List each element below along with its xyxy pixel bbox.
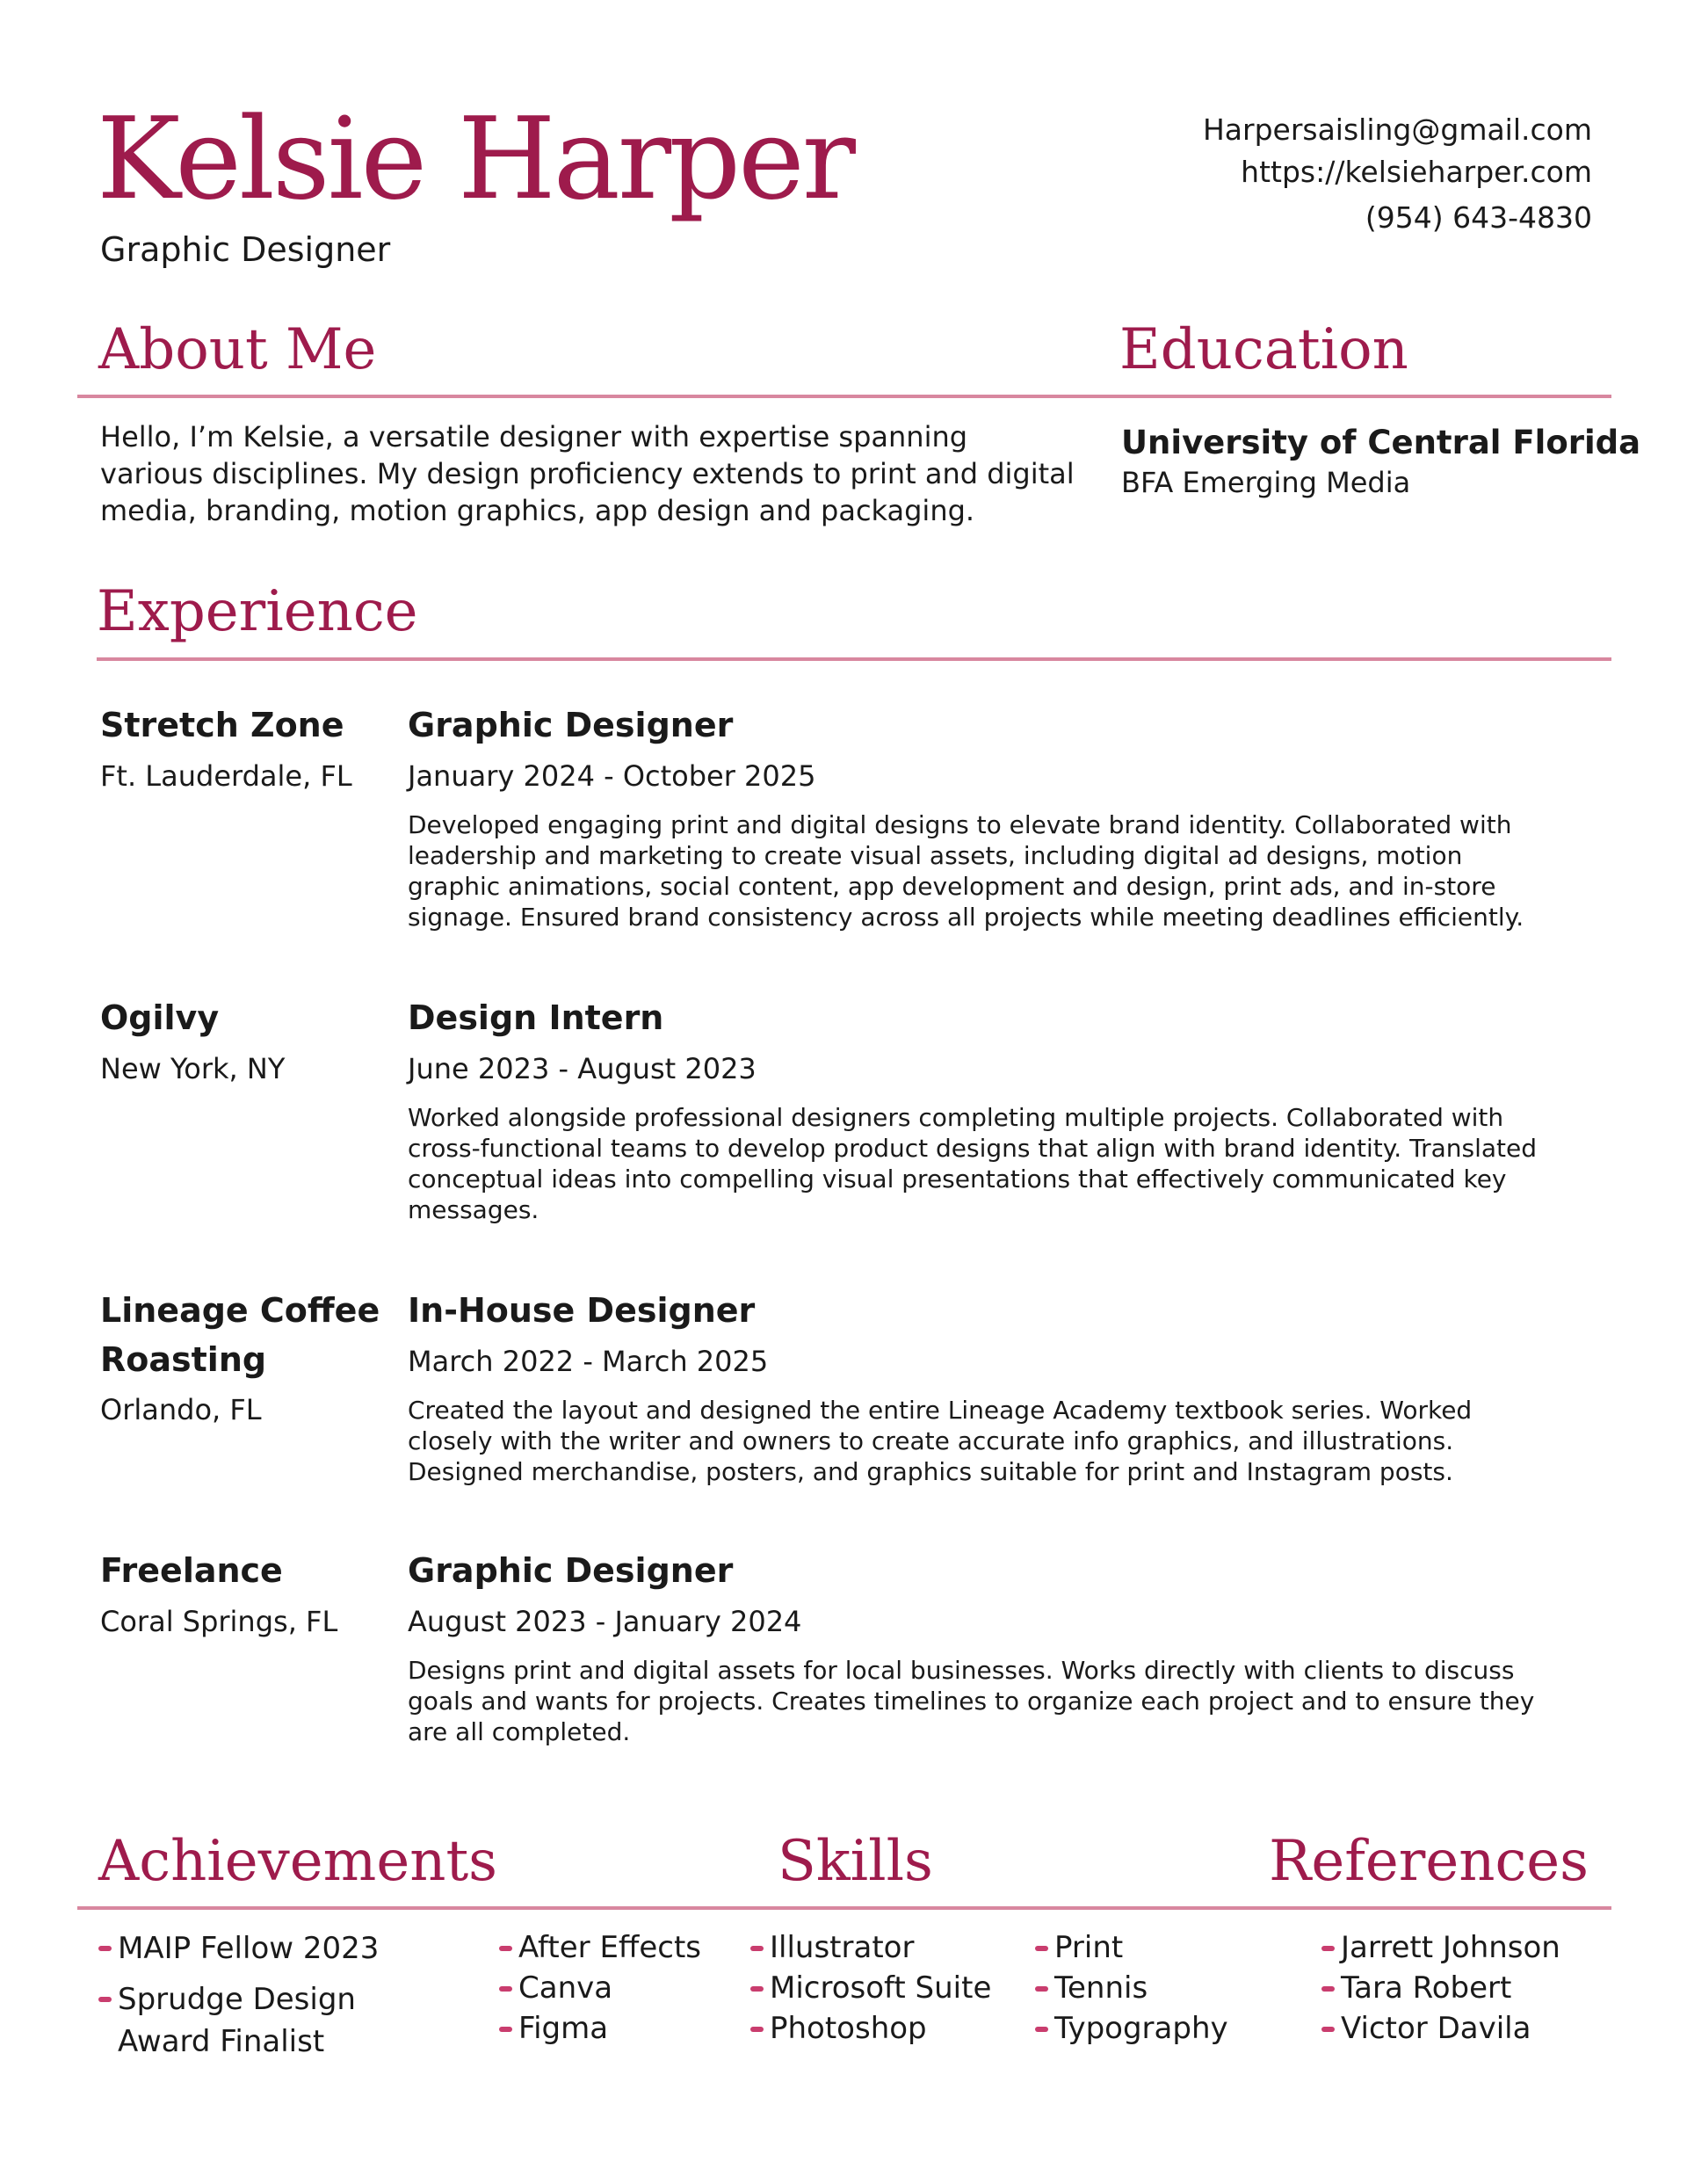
bullet-dash-icon (1035, 1986, 1048, 1992)
list-item: Canva (499, 1968, 701, 2008)
website-link[interactable]: https://kelsieharper.com (1241, 155, 1592, 189)
experience-heading: Experience (97, 579, 418, 644)
list-item: Sprudge Design Award Finalist (98, 1978, 434, 2063)
job-title: In-House Designer (408, 1291, 756, 1330)
bullet-dash-icon (499, 1946, 512, 1951)
job-title: Graphic Designer (408, 706, 734, 744)
list-item: Illustrator (750, 1927, 991, 1968)
section-divider (77, 395, 1611, 398)
skills-column (1035, 1927, 1228, 2049)
skills-column (499, 1927, 701, 2049)
bullet-dash-icon (1321, 2027, 1335, 2032)
job-location: Coral Springs, FL (100, 1605, 338, 1638)
references-list (1321, 1927, 1560, 2049)
job-description: Developed engaging print and digital designs to elevate brand identity. Collaborated with leadership and marketing to create visual assets, including digital ad designs, motion graphic animations, social content, app development and design, print ads, and in-store signage. Ensured brand consistency across all projects while meeting deadlines efficiently. (408, 810, 1524, 932)
list-item: Tara Robert (1321, 1968, 1560, 2008)
list-item: MAIP Fellow 2023 (98, 1927, 434, 1970)
bullet-dash-icon (1321, 1986, 1335, 1992)
skills-column (750, 1927, 991, 2049)
job-dates: August 2023 - January 2024 (408, 1605, 802, 1638)
list-item: After Effects (499, 1927, 701, 1968)
list-item: Typography (1035, 2008, 1228, 2049)
bullet-dash-icon (1035, 2027, 1048, 2032)
list-item: Victor Davila (1321, 2008, 1560, 2049)
list-item: Print (1035, 1927, 1228, 1968)
skills-heading: Skills (778, 1829, 933, 1894)
job-title: Design Intern (408, 998, 664, 1037)
job-dates: January 2024 - October 2025 (408, 759, 816, 793)
list-item: Figma (499, 2008, 701, 2049)
list-item: Jarrett Johnson (1321, 1927, 1560, 1968)
job-company: Freelance (100, 1551, 283, 1590)
about-text: Hello, I’m Kelsie, a versatile designer with expertise spanning various disciplines. My design proficiency extends to print and digital media, branding, motion graphics, app design and packaging. (100, 420, 1075, 527)
education-heading: Education (1119, 317, 1408, 382)
job-location: Orlando, FL (100, 1393, 262, 1426)
job-location: New York, NY (100, 1052, 286, 1085)
job-dates: June 2023 - August 2023 (408, 1052, 757, 1085)
bullet-dash-icon (98, 1946, 112, 1951)
job-location: Ft. Lauderdale, FL (100, 759, 352, 793)
job-company: Lineage Coffee Roasting (100, 1291, 380, 1379)
section-divider (97, 657, 1611, 661)
job-company: Stretch Zone (100, 706, 344, 744)
education-degree: BFA Emerging Media (1121, 466, 1411, 499)
job-dates: March 2022 - March 2025 (408, 1345, 769, 1378)
achievements-heading: Achievements (98, 1829, 497, 1894)
about-heading: About Me (98, 317, 377, 382)
bullet-dash-icon (499, 2027, 512, 2032)
bullet-dash-icon (499, 1986, 512, 1992)
list-item: Photoshop (750, 2008, 991, 2049)
bullet-dash-icon (750, 1946, 764, 1951)
email-link[interactable]: Harpersaisling@gmail.com (1202, 112, 1592, 147)
job-description: Designs print and digital assets for local businesses. Works directly with clients to discuss goals and wants for projects. Creates timelines to organize each project and to ensure they are all completed. (408, 1656, 1535, 1746)
section-divider (77, 1906, 1611, 1910)
achievements-list (98, 1927, 434, 2072)
bullet-dash-icon (1321, 1946, 1335, 1951)
bullet-dash-icon (750, 2027, 764, 2032)
bullet-dash-icon (98, 1997, 112, 2002)
list-item: Tennis (1035, 1968, 1228, 2008)
education-school: University of Central Florida (1121, 424, 1641, 461)
resume-name: Kelsie Harper (97, 94, 853, 225)
list-item: Microsoft Suite (750, 1968, 991, 2008)
bullet-dash-icon (750, 1986, 764, 1992)
bullet-dash-icon (1035, 1946, 1048, 1951)
job-description: Created the layout and designed the entire Lineage Academy textbook series. Worked closely with the writer and owners to create accurate info graphics, and illustrations. Designed merchandise, posters, and graphics suitable for print and Instagram posts. (408, 1396, 1473, 1486)
job-company: Ogilvy (100, 998, 220, 1037)
phone-number: (954) 643-4830 (1365, 200, 1592, 235)
job-description: Worked alongside professional designers completing multiple projects. Collaborated with cross-functional teams to develop product designs that align with brand identity. Translated conceptual ideas into compelling visual presentations that effectively communicated key messages. (408, 1103, 1538, 1224)
resume-role: Graphic Designer (100, 230, 391, 269)
job-title: Graphic Designer (408, 1551, 734, 1590)
references-heading: References (1269, 1829, 1589, 1894)
